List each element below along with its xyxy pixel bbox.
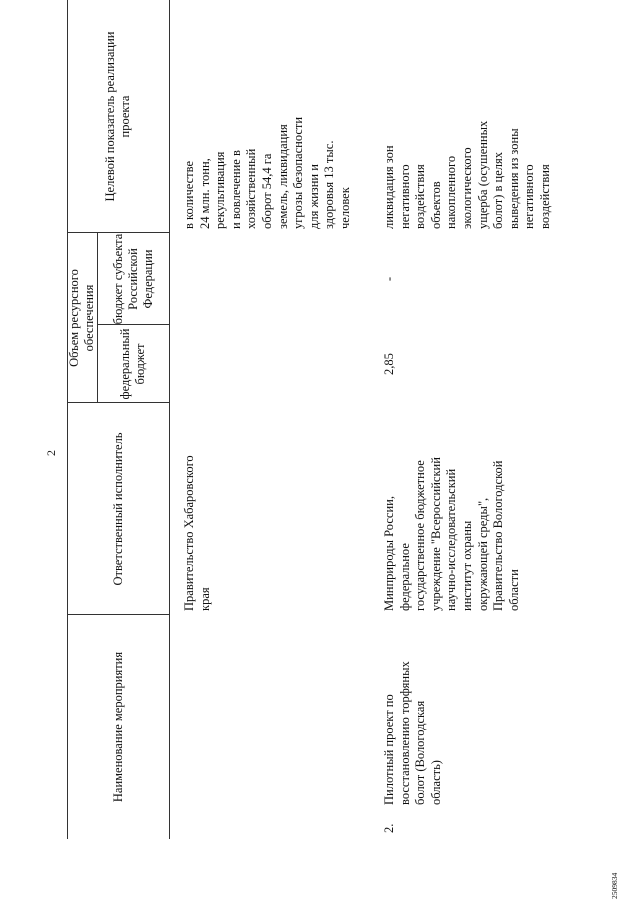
row2-federal-budget: 2,85 [382,353,396,375]
row1-target: в количестве 24 млн. тонн, рекультивация и вовлечение в хозяйственный оборот 54,4 га земель, ликвидация угрозы безопасности для жизни и здоровья 13 тыс. человек [182,116,352,229]
header-name: Наименование мероприятия [110,651,125,803]
header-target: Целевой показатель реализации проекта [103,31,132,202]
row2-regional-budget: - [382,276,396,282]
document-code: 2509834 [610,872,619,899]
header-federal-budget: федеральный бюджет [118,328,147,400]
page-number: 2 [44,450,58,456]
row2-name: Пилотный проект по восстановлению торфяных болот (Вологодская область) [382,661,443,805]
header-regional-budget: бюджет субъекта Российской Федерации [110,233,155,325]
header-resources: Объем ресурсного обеспечения [67,269,96,367]
row2-target: ликвидация зон негативного воздействия объектов накопленного экологического ущерба (осушенных болот) в целях выведения из зоны негативного воздействия [382,120,552,229]
header-bottom-border [169,0,170,839]
row2-executor: Минприроды России, федеральное государственное бюджетное учреждение "Всероссийский научно-исследовательский институт охраны окружающей среды", Правительство Вологодской области [382,457,521,611]
row1-executor: Правительство Хабаровского края [182,455,212,611]
header-executor: Ответственный исполнитель [110,432,125,586]
row2-number: 2. [382,823,396,833]
